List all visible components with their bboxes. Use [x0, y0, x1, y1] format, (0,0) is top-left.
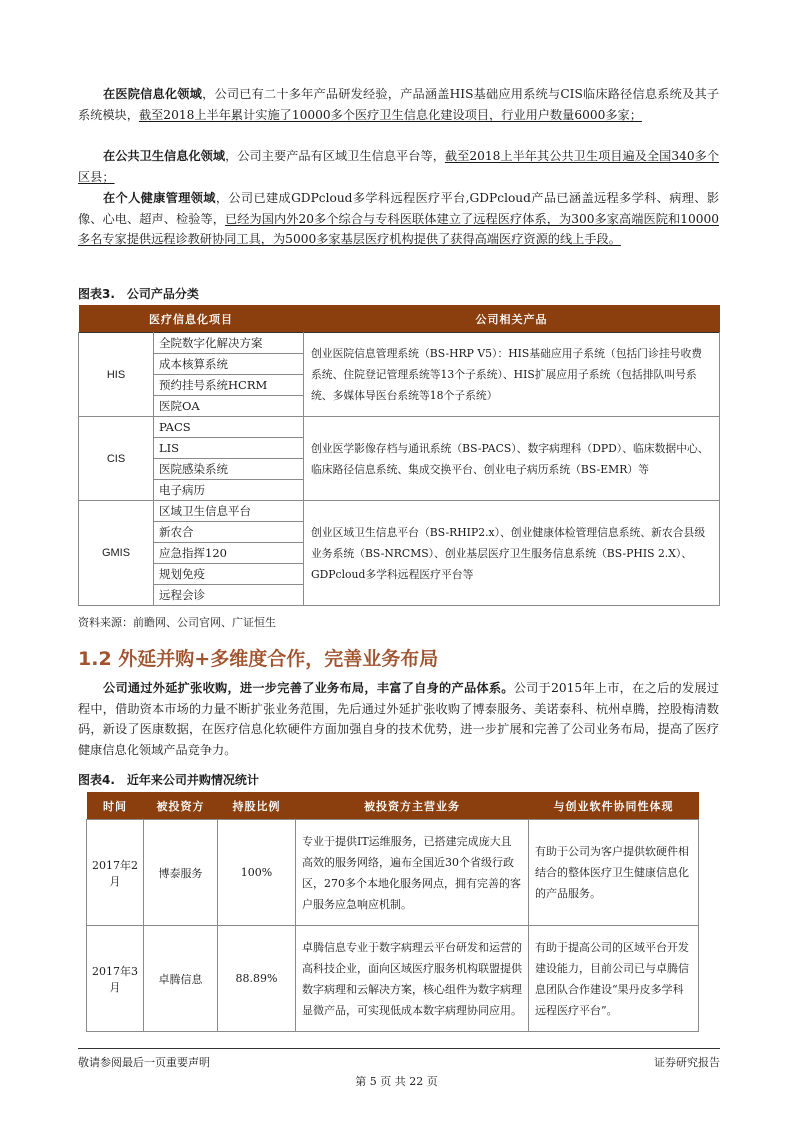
- header-investee: 被投资方: [144, 792, 218, 820]
- table-row: [79, 501, 720, 522]
- item-cell: 远程会诊: [154, 585, 304, 606]
- time-cell: 2017年3月: [87, 926, 144, 1032]
- header-ratio: 持股比例: [218, 792, 296, 820]
- table-row: [79, 417, 720, 438]
- figure4-title: 图表4. 近年来公司并购情况统计: [78, 773, 259, 787]
- footer-divider: [78, 1048, 720, 1049]
- item-cell: 医院感染系统: [154, 459, 304, 480]
- time-cell: 2017年2月: [87, 820, 144, 926]
- investee-cell: 博泰服务: [144, 820, 218, 926]
- figure3-title: 图表3. 公司产品分类: [78, 287, 199, 301]
- product-category-table: [78, 305, 720, 606]
- item-cell: 应急指挥120: [154, 543, 304, 564]
- footer-disclaimer: 敬请参阅最后一页重要声明: [78, 1056, 210, 1069]
- text-public-health: ，公司主要产品有区域卫生信息平台等，: [225, 149, 445, 163]
- item-cell: 医院OA: [154, 396, 304, 417]
- paragraph-section: [78, 678, 719, 760]
- text-hospital: ，公司已有二十多年产品研发经验，产品涵盖HIS基础应用系统与CIS临床路径信息系统及其子系统模块，: [78, 87, 720, 122]
- lead-public-health: 在公共卫生信息化领域: [103, 149, 226, 163]
- category-cell: GMIS: [79, 501, 154, 606]
- page-number: 第 5 页 共 22 页: [355, 1075, 438, 1088]
- paragraph-personal: [78, 188, 719, 250]
- paragraph-hospital: [78, 84, 719, 125]
- lead-personal: 在个人健康管理领域: [103, 191, 216, 205]
- item-cell: 电子病历: [154, 480, 304, 501]
- business-cell: 专业于提供IT运维服务，已搭建完成庞大且高效的服务网络，遍布全国近30个省级行政区，270多个本地化服务网点，拥有完善的客户服务应急响应机制。: [296, 820, 529, 926]
- item-cell: 成本核算系统: [154, 354, 304, 375]
- text-personal: ，公司已建成GDPcloud多学科远程医疗平台,GDPcloud产品已涵盖远程多学科、病理、影像、心电、超声、检验等，: [78, 191, 720, 226]
- business-cell: 卓腾信息专业于数字病理云平台研发和运营的高科技企业，面向区域医疗服务机构联盟提供数字病理和云解决方案，核心组件为数字病理显微产品，可实现低成本数字病理协同应用。: [296, 926, 529, 1032]
- header-products: 公司相关产品: [304, 305, 720, 333]
- item-cell: PACS: [154, 417, 304, 438]
- table-row: [79, 333, 720, 354]
- category-cell: CIS: [79, 417, 154, 501]
- products-cell: 创业医院信息管理系统（BS-HRP V5）：HIS基础应用子系统（包括门诊挂号收费系统、住院登记管理系统等13个子系统）、HIS扩展应用子系统（包括排队叫号系统、多媒体导医台系统等18个子系统）: [304, 333, 720, 417]
- text-section: 公司于2015年上市，在之后的发展过程中，借助资本市场的力量不断扩张业务范围，先后通过外延扩张收购了博泰服务、美诺泰科、杭州卓腾，控股梅清数码，新设了医康数据，在医疗信息化软硬件方面加强自身的技术优势，进一步扩展和完善了公司业务布局，提高了医疗健康信息化领域产品竞争力。: [78, 681, 719, 757]
- table-header-row: [87, 792, 699, 820]
- item-cell: 全院数字化解决方案: [154, 333, 304, 354]
- table-header-row: [79, 305, 720, 333]
- header-time: 时间: [87, 792, 144, 820]
- figure3-source: 资料来源：前瞻网、公司官网、广证恒生: [78, 616, 276, 629]
- products-cell: 创业医学影像存档与通讯系统（BS-PACS）、数字病理科（DPD）、临床数据中心、临床路径信息系统、集成交换平台、创业电子病历系统（BS-EMR）等: [304, 417, 720, 501]
- products-cell: 创业区域卫生信息平台（BS-RHIP2.x）、创业健康体检管理信息系统、新农合县级业务系统（BS-NRCMS）、创业基层医疗卫生服务信息系统（BS-PHIS 2.X）、GDPcloud多学科远程医疗平台等: [304, 501, 720, 606]
- underlined-public-health: 截至2018上半年其公共卫生项目遍及全国340多个区县；: [78, 149, 720, 184]
- category-cell: HIS: [79, 333, 154, 417]
- header-synergy: 与创业软件协同性体现: [529, 792, 699, 820]
- acquisition-table: [86, 792, 699, 1032]
- synergy-cell: 有助于公司为客户提供软硬件相结合的整体医疗卫生健康信息化的产品服务。: [529, 820, 699, 926]
- lead-hospital: 在医院信息化领域: [103, 87, 203, 101]
- underlined-personal: 已经为国内外20多个综合与专科医联体建立了远程医疗体系，为300多家高端医院和10000多名专家提供远程诊教研协同工具，为5000多家基层医疗机构提供了获得高端医疗资源的线上手段。: [78, 211, 720, 246]
- item-cell: LIS: [154, 438, 304, 459]
- paragraph-public-health: [78, 146, 719, 187]
- underlined-hospital: 截至2018上半年累计实施了10000多个医疗卫生信息化建设项目，行业用户数量6000多家；: [138, 107, 642, 122]
- header-project: 医疗信息化项目: [79, 305, 304, 333]
- header-business: 被投资方主营业务: [296, 792, 529, 820]
- ratio-cell: 100%: [218, 820, 296, 926]
- section-title: 1.2 外延并购+多维度合作，完善业务布局: [78, 648, 439, 670]
- footer-report-type: 证券研究报告: [654, 1056, 720, 1069]
- item-cell: 新农合: [154, 522, 304, 543]
- lead-section: 公司通过外延扩张收购，进一步完善了业务布局，丰富了自身的产品体系。: [103, 681, 514, 695]
- investee-cell: 卓腾信息: [144, 926, 218, 1032]
- item-cell: 预约挂号系统HCRM: [154, 375, 304, 396]
- item-cell: 区域卫生信息平台: [154, 501, 304, 522]
- synergy-cell: 有助于提高公司的区域平台开发建设能力，目前公司已与卓腾信息团队合作建设“果丹皮多学科远程医疗平台”。: [529, 926, 699, 1032]
- ratio-cell: 88.89%: [218, 926, 296, 1032]
- table-row: [87, 926, 699, 1032]
- item-cell: 规划免疫: [154, 564, 304, 585]
- table-row: [87, 820, 699, 926]
